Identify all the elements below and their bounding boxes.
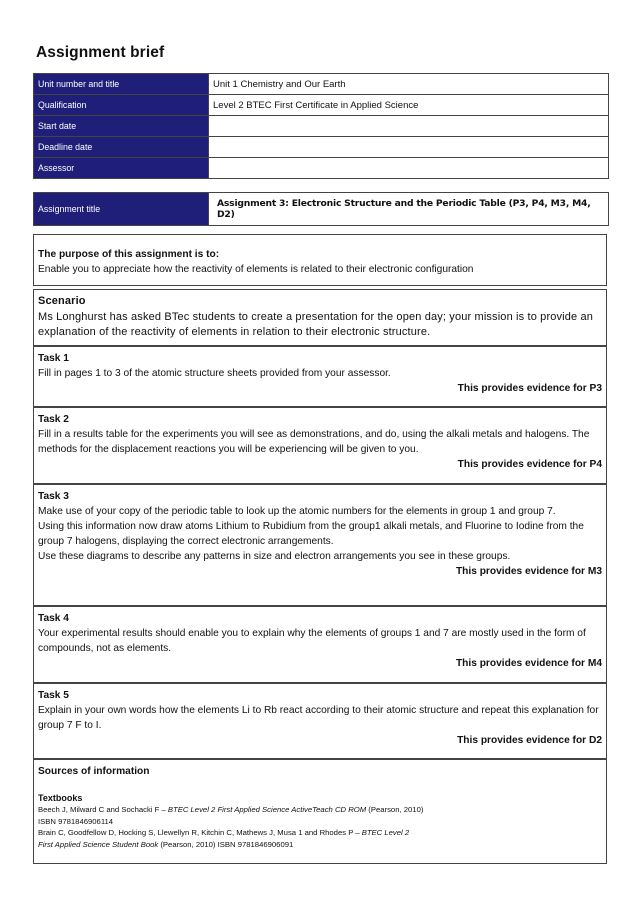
table-row [34, 116, 609, 137]
deadline-date-value [209, 137, 609, 158]
evidence-label: This provides evidence for M3 [455, 566, 602, 577]
start-date-value [209, 116, 609, 137]
task-3-section [33, 484, 607, 606]
task-1-section [33, 346, 607, 407]
task-text: Your experimental results should enable you to explain why the elements of groups 1 and 7 are mostly used in the form of compounds, not as elements. [38, 628, 586, 654]
book-reference: Beech J, Milward C and Sochacki F – BTEC Level 2 First Applied Science ActiveTeach CD ROM (Pearson, 2010) [38, 805, 424, 814]
table-row [34, 137, 609, 158]
book-isbn: ISBN 9781846906114 [38, 816, 114, 826]
table-row [34, 193, 609, 226]
task-title: Task 5 [38, 690, 69, 701]
sources-section [33, 759, 607, 864]
task-text: Make use of your copy of the periodic table to look up the atomic numbers for the elements in group 1 and group 7. [38, 506, 556, 517]
brief-details-table [33, 73, 609, 179]
book-reference: Brain C, Goodfellow D, Hocking S, Llewellyn R, Kitchin C, Mathews J, Musa 1 and Rhodes P – BTEC Level 2 [38, 828, 410, 837]
task-title: Task 4 [38, 613, 69, 624]
purpose-section [33, 234, 607, 286]
assessor-label: Assessor [34, 158, 209, 179]
table-row [34, 95, 609, 116]
task-2-section [33, 407, 607, 484]
assignment-title-value: Assignment 3: Electronic Structure and the Periodic Table (P3, P4, M3, M4, D2) [209, 193, 609, 226]
table-row [34, 158, 609, 179]
textbooks-heading: Textbooks [38, 793, 83, 803]
qualification-value: Level 2 BTEC First Certificate in Applied Science [209, 95, 609, 116]
scenario-text: Ms Longhurst has asked BTec students to create a presentation for the open day; your mission is to provide an explanation of the reactivity of elements in relation to their electronic structure. [38, 310, 594, 338]
scenario-heading: Scenario [38, 295, 86, 307]
scenario-section [33, 289, 607, 346]
task-text: Fill in a results table for the experiments you will see as demonstrations, and do, using the alkali metals and halogens. The methods for the displacement reactions you will be experiencing will be given to you. [38, 429, 590, 455]
task-4-section [33, 606, 607, 683]
table-row [34, 74, 609, 95]
assignment-title-table [33, 192, 609, 226]
task-title: Task 3 [38, 491, 69, 502]
evidence-label: This provides evidence for M4 [455, 658, 602, 669]
start-date-label: Start date [34, 116, 209, 137]
task-text: Using this information now draw atoms Lithium to Rubidium from the group1 alkali metals, and Fluorine to Iodine from the group 7 halogens, displaying the correct electronic arrangements. [38, 521, 584, 547]
evidence-label: This provides evidence for P4 [457, 459, 602, 470]
task-5-section [33, 683, 607, 759]
evidence-label: This provides evidence for P3 [457, 383, 602, 394]
purpose-text: Enable you to appreciate how the reactivity of elements is related to their electronic configuration [38, 264, 474, 275]
purpose-heading: The purpose of this assignment is to: [38, 249, 220, 260]
task-title: Task 2 [38, 414, 69, 425]
book-reference: First Applied Science Student Book (Pearson, 2010) ISBN 9781846906091 [38, 839, 294, 849]
page-title: Assignment brief [36, 44, 165, 61]
task-text: Fill in pages 1 to 3 of the atomic structure sheets provided from your assessor. [38, 368, 391, 379]
qualification-label: Qualification [34, 95, 209, 116]
task-title: Task 1 [38, 353, 69, 364]
sources-heading: Sources of information [38, 766, 150, 777]
assignment-title-label: Assignment title [34, 193, 209, 226]
task-text: Use these diagrams to describe any patterns in size and electron arrangements you see in these groups. [38, 551, 511, 562]
unit-value: Unit 1 Chemistry and Our Earth [209, 74, 609, 95]
evidence-label: This provides evidence for D2 [457, 735, 602, 746]
assessor-value [209, 158, 609, 179]
unit-label: Unit number and title [34, 74, 209, 95]
task-text: Explain in your own words how the elements Li to Rb react according to their atomic structure and repeat this explanation for group 7 F to I. [38, 705, 599, 731]
deadline-date-label: Deadline date [34, 137, 209, 158]
